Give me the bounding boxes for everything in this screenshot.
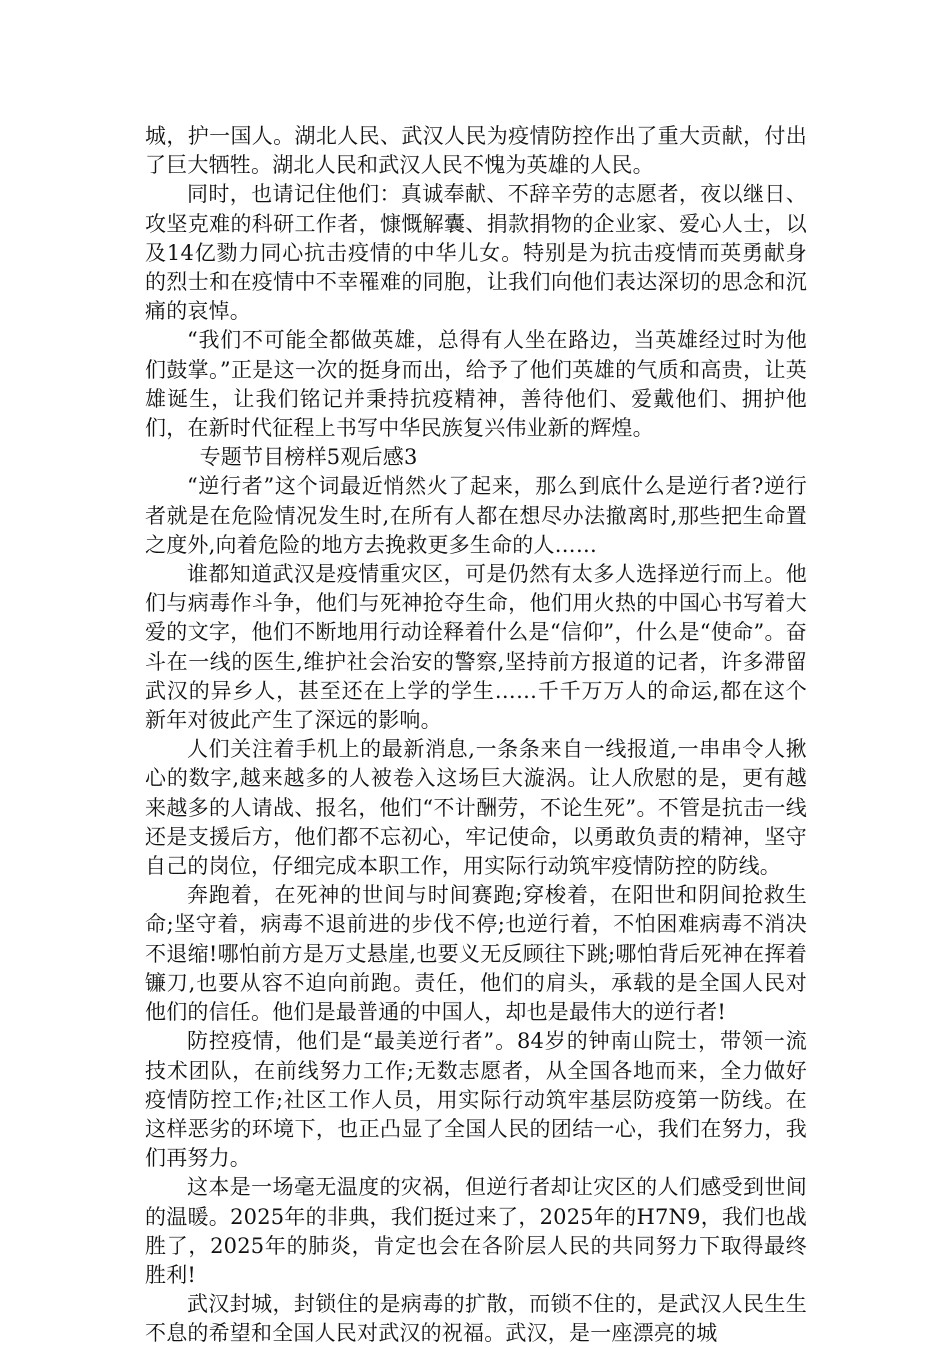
paragraph: “逆行者”这个词最近悄然火了起来，那么到底什么是逆行者?逆行者就是在危险情况发生时,在所有人都在想尽办法撤离时,那些把生命置之度外,向着危险的地方去挽救更多生命的人……	[145, 474, 807, 557]
paragraph: 同时，也请记住他们：真诚奉献、不辞辛劳的志愿者，夜以继日、攻坚克难的科研工作者，慷慨解囊、捐款捐物的企业家、爱心人士，以及14亿勠力同心抗击疫情的中华儿女。特别是为抗击疫情而英勇献身的烈士和在疫情中不幸罹难的同胞，让我们向他们表达深切的思念和沉痛的哀悼。	[145, 182, 807, 324]
paragraph: 奔跑着，在死神的世间与时间赛跑;穿梭着，在阳世和阴间抢救生命;坚守着，病毒不退前进的步伐不停;也逆行着，不怕困难病毒不消决不退缩!哪怕前方是万丈悬崖,也要义无反顾往下跳;哪怕背后死神在挥着镰刀,也要从容不迫向前跑。责任，他们的肩头，承载的是全国人民对他们的信任。他们是最普通的中国人，却也是最伟大的逆行者!	[145, 883, 807, 1025]
paragraph: 武汉封城，封锁住的是病毒的扩散，而锁不住的，是武汉人民生生不息的希望和全国人民对武汉的祝福。武汉，是一座漂亮的城	[145, 1292, 807, 1346]
paragraph: 防控疫情，他们是“最美逆行者”。84岁的钟南山院士，带领一流技术团队，在前线努力工作;无数志愿者，从全国各地而来，全力做好疫情防控工作;社区工作人员，用实际行动筑牢基层防疫第一防线。在这样恶劣的环境下，也正凸显了全国人民的团结一心，我们在努力，我们再努力。	[145, 1029, 807, 1171]
paragraph: 这本是一场毫无温度的灾祸，但逆行者却让灾区的人们感受到世间的温暖。2025年的非典，我们挺过来了，2025年的H7N9，我们也战胜了，2025年的肺炎，肯定也会在各阶层人民的共同努力下取得最终胜利!	[145, 1175, 807, 1287]
section-heading: 专题节目榜样5观后感3	[199, 445, 418, 470]
paragraph: 谁都知道武汉是疫情重灾区，可是仍然有太多人选择逆行而上。他们与病毒作斗争，他们与死神抢夺生命，他们用火热的中国心书写着大爱的文字，他们不断地用行动诠释着什么是“信仰”，什么是“使命”。奋斗在一线的医生,维护社会治安的警察,坚持前方报道的记者，许多滞留武汉的异乡人，甚至还在上学的学生……千千万万人的命运,都在这个新年对彼此产生了深远的影响。	[145, 562, 807, 733]
document-body	[145, 122, 807, 1349]
paragraph: 城，护一国人。湖北人民、武汉人民为疫情防控作出了重大贡献，付出了巨大牺牲。湖北人民和武汉人民不愧为英雄的人民。	[145, 124, 807, 178]
paragraph: “我们不可能全都做英雄，总得有人坐在路边，当英雄经过时为他们鼓掌。”正是这一次的挺身而出，给予了他们英雄的气质和高贵，让英雄诞生，让我们铭记并秉持抗疫精神，善待他们、爱戴他们、拥护他们，在新时代征程上书写中华民族复兴伟业新的辉煌。	[145, 328, 807, 441]
paragraph: 人们关注着手机上的最新消息,一条条来自一线报道,一串串令人揪心的数字,越来越多的人被卷入这场巨大漩涡。让人欣慰的是，更有越来越多的人请战、报名，他们“不计酬劳，不论生死”。不管是抗击一线还是支援后方，他们都不忘初心，牢记使命，以勇敢负责的精神，坚守自己的岗位，仔细完成本职工作，用实际行动筑牢疫情防控的防线。	[145, 737, 807, 879]
